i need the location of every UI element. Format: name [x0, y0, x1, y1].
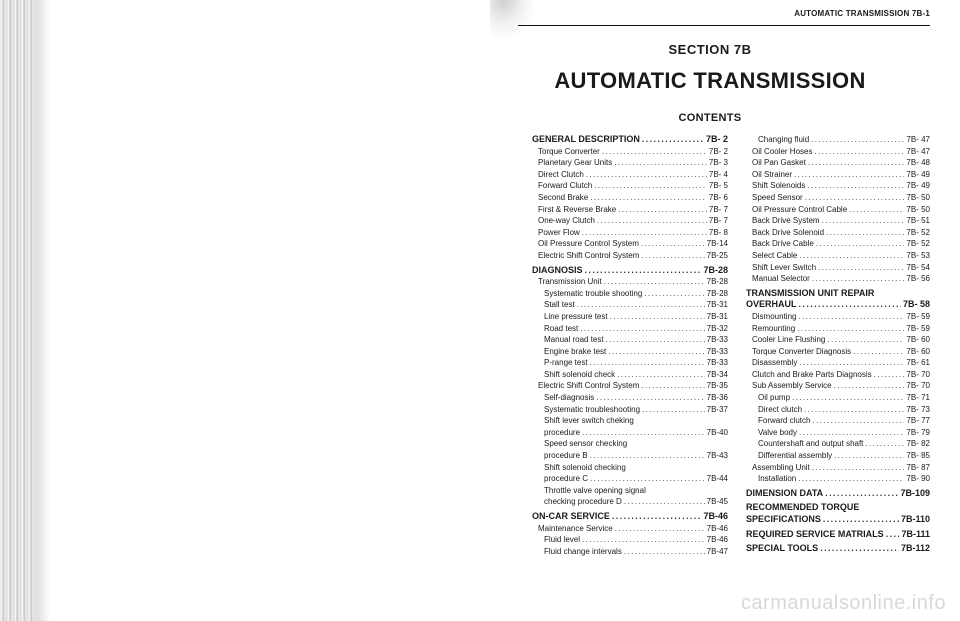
- toc-entry-title: Oil pump: [758, 393, 791, 403]
- toc-entry-page: 7B-28: [706, 277, 728, 287]
- binding-shadow: [36, 0, 50, 621]
- toc-entry: [532, 323, 728, 335]
- toc-entry: [532, 404, 728, 416]
- toc-entry: [746, 299, 930, 311]
- toc-entry-page: 7B- 51: [906, 216, 930, 226]
- toc-entry-title: Manual road test: [544, 335, 604, 345]
- header-rule: [518, 25, 930, 26]
- toc-entry: [746, 238, 930, 250]
- dot-leader: [614, 157, 707, 169]
- toc-entry: [746, 514, 930, 526]
- toc-entry: [532, 534, 728, 546]
- toc-entry-page: 7B- 85: [906, 451, 930, 461]
- toc-entry-page: 7B-33: [706, 346, 728, 356]
- toc-entry: [532, 523, 728, 535]
- toc-entry-title: Fluid change intervals: [544, 546, 622, 556]
- toc-entry-title: REQUIRED SERVICE MATRIALS: [746, 528, 884, 539]
- toc-entry: [746, 157, 930, 169]
- toc-entry: [532, 380, 728, 392]
- toc-entry: [746, 250, 930, 262]
- toc-entry-title: Maintenance Service: [538, 523, 613, 533]
- toc-entry-page: 7B- 79: [906, 427, 930, 437]
- dot-leader: [820, 543, 899, 555]
- dot-leader: [874, 369, 905, 381]
- toc-entry-title: Shift Solenoids: [752, 181, 806, 191]
- toc-entry: [532, 473, 728, 485]
- toc-entry-title: Manual Selector: [752, 274, 810, 284]
- toc-entry: [746, 438, 930, 450]
- toc-entry-page: 7B- 59: [906, 323, 930, 333]
- dot-leader: [865, 438, 904, 450]
- toc-entry-page: 7B-31: [706, 311, 728, 321]
- dot-leader: [617, 369, 704, 381]
- toc-entry-title: Back Drive System: [752, 216, 820, 226]
- dot-leader: [641, 250, 704, 262]
- dot-leader: [624, 496, 705, 508]
- toc-entry: [746, 462, 930, 474]
- toc-entry-title: Shift Lever Switch: [752, 262, 817, 272]
- toc-entry-page: 7B-34: [706, 369, 728, 379]
- toc-entry-page: 7B- 60: [906, 346, 930, 356]
- dot-leader: [590, 473, 705, 485]
- toc-entry-title: Valve body: [758, 427, 797, 437]
- toc-entry: [746, 529, 930, 541]
- toc-entry-title: Back Drive Cable: [752, 239, 814, 249]
- dot-leader: [814, 146, 904, 158]
- dot-leader: [590, 450, 705, 462]
- toc-entry: [746, 192, 930, 204]
- toc-entry-page: 7B- 58: [902, 299, 930, 310]
- toc-entry: [746, 169, 930, 181]
- toc-entry-title: OVERHAUL: [746, 299, 797, 310]
- toc-left-column: [532, 134, 728, 557]
- toc-entry: [532, 192, 728, 204]
- toc-entry-page: 7B-32: [706, 323, 728, 333]
- toc-entry-title: Direct Clutch: [538, 169, 584, 179]
- toc-entry-title: DIAGNOSIS: [532, 264, 583, 275]
- toc-entry: [532, 311, 728, 323]
- dot-leader: [822, 215, 905, 227]
- dot-leader: [590, 192, 707, 204]
- toc-entry-title: checking procedure D: [544, 497, 622, 507]
- toc-entry-title: P-range test: [544, 358, 588, 368]
- toc-entry: [532, 462, 728, 474]
- toc-entry-page: 7B-28: [706, 288, 728, 298]
- toc-entry-page: 7B-46: [706, 535, 728, 545]
- toc-entry-title: Shift solenoid check: [544, 369, 616, 379]
- toc-entry-page: 7B- 53: [906, 250, 930, 260]
- toc-entry-page: 7B- 7: [708, 216, 728, 226]
- toc-entry: [532, 288, 728, 300]
- toc-entry: [746, 334, 930, 346]
- toc-entry-page: 7B- 77: [906, 416, 930, 426]
- toc-entry-page: 7B- 87: [906, 462, 930, 472]
- dot-leader: [825, 488, 898, 500]
- toc-entry-page: 7B- 47: [906, 146, 930, 156]
- toc-entry: [532, 334, 728, 346]
- dot-leader: [834, 380, 905, 392]
- toc-entry: [532, 438, 728, 450]
- toc-entry-page: 7B- 82: [906, 439, 930, 449]
- dot-leader: [823, 514, 899, 526]
- toc-entry-title: Speed sensor checking: [544, 439, 628, 449]
- page-title: AUTOMATIC TRANSMISSION: [554, 68, 866, 93]
- toc-entry-title: Remounting: [752, 323, 796, 333]
- dot-leader: [612, 511, 702, 523]
- dot-leader: [580, 323, 704, 335]
- toc-entry: [746, 273, 930, 285]
- dot-leader: [834, 450, 904, 462]
- toc-entry-title: Planetary Gear Units: [538, 158, 613, 168]
- toc-entry-page: 7B- 54: [906, 262, 930, 272]
- section-label: SECTION 7B: [668, 42, 752, 57]
- toc-entry-page: 7B- 70: [906, 369, 930, 379]
- toc-entry-page: 7B- 73: [906, 404, 930, 414]
- toc-entry-title: TRANSMISSION UNIT REPAIR: [746, 287, 875, 298]
- toc-entry-title: Shift lever switch cheking: [544, 416, 634, 426]
- toc-entry: [532, 238, 728, 250]
- dot-leader: [827, 334, 904, 346]
- dot-leader: [812, 415, 904, 427]
- dot-leader: [590, 357, 705, 369]
- toc-entry-page: 7B-28: [703, 264, 728, 275]
- toc-entry-page: 7B- 48: [906, 158, 930, 168]
- dot-leader: [812, 273, 905, 285]
- dot-leader: [807, 180, 904, 192]
- dot-leader: [811, 134, 904, 146]
- toc-entry-title: Sub Assembly Service: [752, 381, 832, 391]
- toc-entry-page: 7B-40: [706, 427, 728, 437]
- toc-entry-page: 7B-45: [706, 497, 728, 507]
- toc-entry-page: 7B- 5: [708, 181, 728, 191]
- dot-leader: [818, 262, 904, 274]
- book-binding-edge: [0, 0, 36, 621]
- toc-entry-page: 7B-31: [706, 300, 728, 310]
- toc-entry-page: 7B- 3: [708, 158, 728, 168]
- dot-leader: [799, 250, 904, 262]
- toc-entry-title: Oil Cooler Hoses: [752, 146, 813, 156]
- toc-entry: [532, 427, 728, 439]
- toc-entry: [532, 299, 728, 311]
- dot-leader: [805, 192, 905, 204]
- dot-leader: [642, 404, 705, 416]
- dot-leader: [577, 299, 705, 311]
- toc-entry-page: 7B-35: [706, 381, 728, 391]
- toc-entry-title: Speed Sensor: [752, 192, 803, 202]
- toc-entry: [532, 496, 728, 508]
- toc-entry-title: Dismounting: [752, 311, 797, 321]
- toc-entry-title: SPECIFICATIONS: [746, 514, 821, 524]
- toc-entry-page: 7B- 49: [906, 169, 930, 179]
- dot-leader: [604, 276, 705, 288]
- toc-entry-page: 7B-109: [900, 487, 930, 498]
- toc-entry-page: 7B- 4: [708, 169, 728, 179]
- toc-entry: [746, 227, 930, 239]
- toc-entry: [746, 346, 930, 358]
- dot-leader: [853, 346, 904, 358]
- toc-entry-title: Road test: [544, 323, 579, 333]
- dot-leader: [586, 169, 707, 181]
- toc-entry-page: 7B- 52: [906, 227, 930, 237]
- dot-leader: [849, 204, 904, 216]
- toc-entry-title: Differential assembly: [758, 451, 833, 461]
- toc-entry-title: Transmission Unit: [538, 277, 602, 287]
- dot-leader: [610, 311, 705, 323]
- toc-entry-page: 7B-33: [706, 335, 728, 345]
- toc-entry: [532, 169, 728, 181]
- toc-entry: [746, 369, 930, 381]
- toc-entry: [532, 250, 728, 262]
- running-head: AUTOMATIC TRANSMISSION 7B-1: [794, 9, 930, 18]
- toc-entry-title: Fluid level: [544, 535, 581, 545]
- toc-entry-page: 7B- 52: [906, 239, 930, 249]
- toc-entry-page: 7B-43: [706, 451, 728, 461]
- dot-leader: [886, 529, 900, 541]
- dot-leader: [602, 146, 707, 158]
- toc-entry-page: 7B- 2: [708, 146, 728, 156]
- toc-entry-title: Electric Shift Control System: [538, 381, 640, 391]
- toc-entry-title: Assembling Unit: [752, 462, 810, 472]
- toc-entry: [532, 180, 728, 192]
- toc-entry: [746, 357, 930, 369]
- toc-entry: [746, 473, 930, 485]
- toc-entry-page: 7B- 6: [708, 192, 728, 202]
- toc-entry: [532, 265, 728, 277]
- toc-entry-page: 7B-47: [706, 546, 728, 556]
- toc-entry-page: 7B- 49: [906, 181, 930, 191]
- toc-entry-title: Oil Pressure Control System: [538, 239, 639, 249]
- toc-entry-page: 7B- 70: [906, 381, 930, 391]
- toc-entry: [746, 134, 930, 146]
- dot-leader: [799, 357, 904, 369]
- toc-entry: [532, 369, 728, 381]
- toc-entry: [746, 288, 930, 300]
- toc-entry-page: 7B- 7: [708, 204, 728, 214]
- dot-leader: [585, 265, 702, 277]
- contents-heading: CONTENTS: [678, 112, 742, 124]
- toc-entry-title: Clutch and Brake Parts Diagnosis: [752, 369, 872, 379]
- toc-entry: [746, 404, 930, 416]
- toc-entry-title: One-way Clutch: [538, 216, 595, 226]
- toc-entry-title: Installation: [758, 474, 797, 484]
- toc-entry-title: Systematic troubleshooting: [544, 404, 641, 414]
- toc-entry: [746, 543, 930, 555]
- toc-entry-page: 7B-44: [706, 474, 728, 484]
- toc-entry-page: 7B- 71: [906, 393, 930, 403]
- toc-entry: [746, 450, 930, 462]
- toc-entry: [746, 215, 930, 227]
- toc-entry: [746, 392, 930, 404]
- toc-entry-title: Select Cable: [752, 250, 798, 260]
- toc-entry: [532, 357, 728, 369]
- dot-leader: [804, 404, 904, 416]
- toc-entry-title: First & Reverse Brake: [538, 204, 617, 214]
- dot-leader: [641, 238, 705, 250]
- toc-entry-title: SPECIAL TOOLS: [746, 543, 819, 554]
- dot-leader: [582, 227, 707, 239]
- toc-entry-title: RECOMMENDED TORQUE: [746, 502, 860, 513]
- watermark: carmanualsonline.info: [740, 592, 946, 614]
- toc-entry-page: 7B- 60: [906, 335, 930, 345]
- toc-entry-page: 7B- 50: [906, 204, 930, 214]
- toc-entry: [746, 262, 930, 274]
- toc-entry-title: Forward clutch: [758, 416, 811, 426]
- toc-entry-page: 7B- 90: [906, 474, 930, 484]
- dot-leader: [594, 180, 707, 192]
- toc-entry-title: Power Flow: [538, 227, 580, 237]
- toc-entry-title: Line pressure test: [544, 311, 608, 321]
- dot-leader: [797, 323, 904, 335]
- toc-entry-title: Torque Converter Diagnosis: [752, 346, 852, 356]
- dot-leader: [582, 534, 705, 546]
- toc-entry-page: 7B- 61: [906, 358, 930, 368]
- toc-entry-page: 7B- 8: [708, 227, 728, 237]
- toc-entry-page: 7B- 47: [906, 135, 930, 144]
- dot-leader: [641, 380, 704, 392]
- toc-entry-title: Torque Converter: [538, 146, 600, 156]
- toc-entry-title: GENERAL DESCRIPTION: [532, 134, 640, 144]
- toc-entry: [746, 415, 930, 427]
- toc-entry-title: ON-CAR SERVICE: [532, 511, 610, 521]
- toc-entry-title: Shift solenoid checking: [544, 462, 626, 472]
- toc-entry-title: Forward Clutch: [538, 181, 593, 191]
- dot-leader: [826, 227, 904, 239]
- toc-entry: [532, 485, 728, 497]
- toc-entry-page: 7B-46: [706, 523, 728, 533]
- toc-entry: [746, 323, 930, 335]
- toc-entry-page: 7B-36: [706, 393, 728, 403]
- dot-leader: [792, 392, 904, 404]
- toc-entry-title: Countershaft and output shaft: [758, 439, 864, 449]
- toc-entry-page: 7B-112: [900, 543, 930, 554]
- dot-leader: [615, 523, 705, 535]
- toc-entry: [746, 488, 930, 500]
- toc-entry: [532, 134, 728, 146]
- toc-entry: [746, 380, 930, 392]
- toc-entry-title: Stall test: [544, 300, 575, 310]
- toc-entry: [532, 157, 728, 169]
- dot-leader: [808, 157, 905, 169]
- toc-entry-page: 7B-111: [901, 528, 930, 539]
- dot-leader: [799, 427, 904, 439]
- toc-entry-title: Engine brake test: [544, 346, 607, 356]
- toc-entry-page: 7B- 50: [906, 192, 930, 202]
- toc-entry-title: Direct clutch: [758, 404, 803, 414]
- toc-entry-title: procedure B: [544, 451, 588, 461]
- page-smudge: [490, 0, 536, 40]
- toc-entry: [532, 546, 728, 558]
- toc-entry: [746, 146, 930, 158]
- toc-entry-title: Systematic trouble shooting: [544, 288, 643, 298]
- dot-leader: [812, 462, 905, 474]
- toc-entry-page: 7B- 59: [906, 311, 930, 321]
- dot-leader: [799, 299, 901, 311]
- toc-entry-title: Disassembly: [752, 358, 798, 368]
- toc-entry: [532, 227, 728, 239]
- toc-entry-page: 7B- 2: [705, 134, 728, 144]
- dot-leader: [624, 546, 705, 558]
- toc-entry-page: 7B-25: [706, 250, 728, 260]
- toc-entry: [746, 502, 930, 514]
- toc-entry-title: Second Brake: [538, 192, 589, 202]
- toc-entry-title: procedure C: [544, 474, 589, 484]
- toc-entry: [532, 450, 728, 462]
- toc-entry-page: 7B-46: [703, 511, 728, 521]
- toc-entry: [532, 204, 728, 216]
- toc-entry: [746, 427, 930, 439]
- dot-leader: [608, 346, 704, 358]
- toc-entry-page: 7B-110: [900, 514, 930, 524]
- toc-entry: [532, 346, 728, 358]
- toc-entry-title: Oil Pressure Control Cable: [752, 204, 848, 214]
- toc-entry-page: 7B-33: [706, 358, 728, 368]
- dot-leader: [794, 169, 904, 181]
- dot-leader: [596, 392, 704, 404]
- dot-leader: [798, 311, 904, 323]
- toc-entry: [532, 146, 728, 158]
- dot-leader: [582, 427, 705, 439]
- toc-entry: [746, 204, 930, 216]
- toc-entry: [532, 511, 728, 523]
- toc-entry: [746, 311, 930, 323]
- dot-leader: [798, 473, 904, 485]
- toc-entry-title: procedure: [544, 427, 581, 437]
- toc-entry: [532, 215, 728, 227]
- toc-entry-title: Changing fluid: [758, 135, 810, 144]
- toc-entry-title: Electric Shift Control System: [538, 250, 640, 260]
- toc-entry: [532, 392, 728, 404]
- dot-leader: [644, 288, 704, 300]
- dot-leader: [642, 134, 704, 146]
- dot-leader: [816, 238, 905, 250]
- dot-leader: [597, 215, 707, 227]
- toc-entry-title: DIMENSION DATA: [746, 487, 824, 498]
- dot-leader: [618, 204, 707, 216]
- toc-entry: [532, 276, 728, 288]
- toc-entry-page: 7B-37: [706, 404, 728, 414]
- toc-entry-title: Oil Pan Gasket: [752, 158, 806, 168]
- toc-right-column: [746, 134, 930, 555]
- toc-entry: [532, 415, 728, 427]
- toc-entry-title: Self-diagnosis: [544, 393, 595, 403]
- toc-entry-title: Throttle valve opening signal: [544, 485, 646, 495]
- toc-entry-title: Cooler Line Flushing: [752, 335, 826, 345]
- toc-entry-page: 7B- 56: [906, 274, 930, 284]
- toc-entry-page: 7B-14: [706, 239, 728, 249]
- toc-entry-title: Oil Strainer: [752, 169, 793, 179]
- dot-leader: [606, 334, 705, 346]
- toc-entry-title: Back Drive Solenoid: [752, 227, 825, 237]
- toc-entry: [746, 180, 930, 192]
